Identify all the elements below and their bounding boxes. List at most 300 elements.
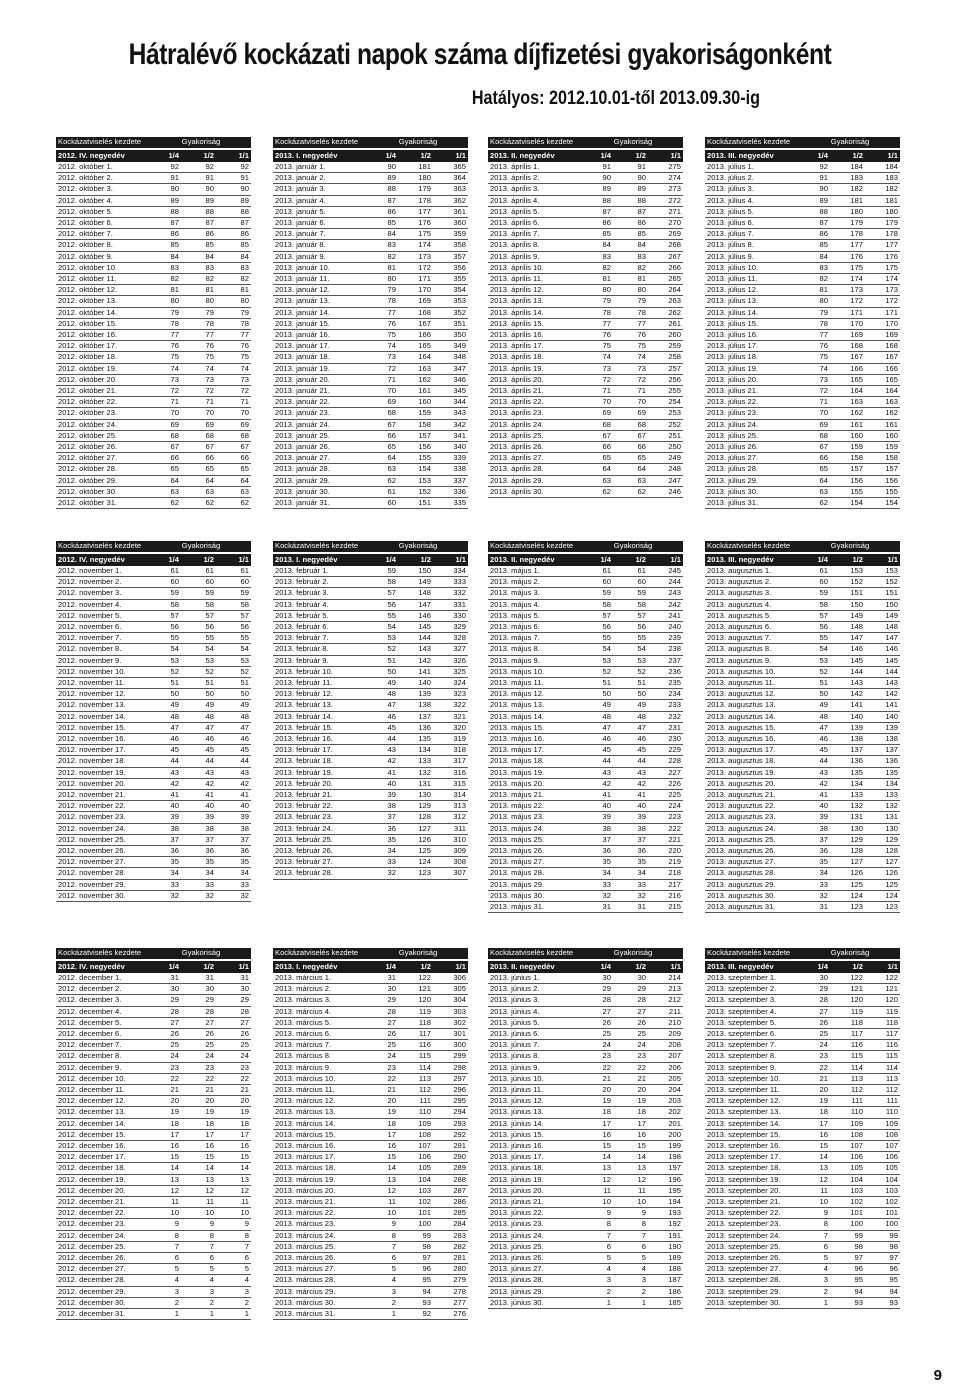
quarterly-days-cell: 49	[151, 700, 181, 711]
annual-days-cell: 90	[216, 184, 251, 195]
date-cell: 2013. január 26.	[273, 442, 368, 453]
semiannual-days-cell: 125	[830, 879, 865, 890]
table-row	[273, 599, 468, 610]
annual-days-cell: 27	[216, 1017, 251, 1028]
quarterly-days-cell: 68	[800, 430, 830, 441]
annual-days-cell: 107	[865, 1141, 900, 1152]
header-start-label: Kockázatviselés kezdete	[705, 137, 800, 149]
table-row	[705, 655, 900, 666]
annual-days-cell: 175	[865, 262, 900, 273]
table-row	[705, 767, 900, 778]
annual-days-cell: 356	[433, 262, 468, 273]
date-cell: 2013. szeptember 16.	[705, 1141, 800, 1152]
table-row	[488, 1085, 683, 1096]
semiannual-days-cell: 168	[398, 307, 433, 318]
annual-days-cell: 185	[648, 1297, 683, 1308]
semiannual-days-cell: 79	[613, 296, 648, 307]
table-row	[56, 633, 251, 644]
table-row	[705, 1197, 900, 1208]
table-row	[273, 1163, 468, 1174]
semiannual-days-cell: 173	[830, 285, 865, 296]
date-cell: 2013. február 14.	[273, 711, 368, 722]
table-row	[488, 419, 683, 430]
quarterly-days-cell: 44	[583, 756, 613, 767]
quarterly-days-cell: 66	[151, 453, 181, 464]
annual-days-cell: 29	[216, 995, 251, 1006]
semiannual-days-cell: 96	[830, 1264, 865, 1275]
semiannual-days-cell: 108	[398, 1129, 433, 1140]
semiannual-days-cell: 24	[613, 1040, 648, 1051]
date-cell: 2012. október 17.	[56, 341, 151, 352]
annual-days-cell: 260	[648, 330, 683, 341]
semiannual-days-cell: 81	[181, 285, 216, 296]
annual-days-cell: 168	[865, 341, 900, 352]
date-cell: 2013. február 1.	[273, 566, 368, 577]
quarterly-days-cell: 62	[151, 498, 181, 509]
quarterly-days-cell: 28	[368, 1006, 398, 1017]
quarterly-days-cell: 75	[800, 352, 830, 363]
quarterly-days-cell: 81	[800, 285, 830, 296]
annual-days-cell: 207	[648, 1051, 683, 1062]
table-row	[705, 790, 900, 801]
annual-days-cell: 65	[216, 464, 251, 475]
quarterly-days-cell: 18	[800, 1107, 830, 1118]
quarterly-days-cell: 61	[151, 566, 181, 577]
annual-days-cell: 85	[216, 240, 251, 251]
table-row	[273, 430, 468, 441]
annual-days-cell: 268	[648, 240, 683, 251]
semiannual-days-cell: 36	[613, 846, 648, 857]
date-cell: 2012. október 30.	[56, 486, 151, 497]
semiannual-days-cell: 125	[398, 846, 433, 857]
table-row	[488, 1219, 683, 1230]
annual-days-cell: 16	[216, 1141, 251, 1152]
quarterly-days-cell: 87	[800, 218, 830, 229]
quarterly-days-cell: 20	[368, 1096, 398, 1107]
quarterly-days-cell: 60	[368, 498, 398, 509]
table-row	[705, 1163, 900, 1174]
table-row	[705, 1062, 900, 1073]
date-cell: 2012. november 21.	[56, 790, 151, 801]
semiannual-days-cell: 8	[613, 1219, 648, 1230]
table-row	[273, 1141, 468, 1152]
annual-days-cell: 111	[865, 1096, 900, 1107]
quarterly-days-cell: 52	[583, 666, 613, 677]
semiannual-days-cell: 133	[830, 790, 865, 801]
table-row	[56, 890, 251, 901]
date-cell: 2012. december 7.	[56, 1040, 151, 1051]
date-cell: 2013. március 23.	[273, 1219, 368, 1230]
quarterly-days-cell: 72	[800, 386, 830, 397]
header-frequency-label: Gyakoriság	[800, 948, 900, 960]
date-cell: 2012. október 7.	[56, 229, 151, 240]
annual-days-cell: 270	[648, 218, 683, 229]
quarterly-days-cell: 38	[583, 823, 613, 834]
annual-days-cell: 139	[865, 722, 900, 733]
annual-days-cell: 5	[216, 1264, 251, 1275]
date-cell: 2013. május 10.	[488, 666, 583, 677]
date-cell: 2013. augusztus 30.	[705, 890, 800, 901]
quarterly-days-cell: 21	[583, 1073, 613, 1084]
date-cell: 2013. augusztus 6.	[705, 622, 800, 633]
semiannual-days-cell: 1	[613, 1297, 648, 1308]
semiannual-days-cell: 37	[181, 834, 216, 845]
semiannual-days-cell: 82	[613, 262, 648, 273]
semiannual-days-cell: 95	[830, 1275, 865, 1286]
date-cell: 2013. március 12.	[273, 1096, 368, 1107]
semiannual-days-cell: 157	[830, 464, 865, 475]
table-row	[705, 363, 900, 374]
table-row	[56, 1309, 251, 1320]
date-cell: 2013. június 23.	[488, 1219, 583, 1230]
header-start-label: Kockázatviselés kezdete	[273, 137, 368, 149]
quarterly-days-cell: 27	[151, 1017, 181, 1028]
date-cell: 2013. szeptember 21.	[705, 1197, 800, 1208]
quarterly-days-cell: 9	[583, 1208, 613, 1219]
annual-days-cell: 163	[865, 397, 900, 408]
date-cell: 2013. február 13.	[273, 700, 368, 711]
table-row	[56, 655, 251, 666]
semiannual-days-cell: 8	[181, 1230, 216, 1241]
semiannual-days-cell: 92	[398, 1309, 433, 1320]
date-cell: 2012. december 31.	[56, 1309, 151, 1320]
table-row	[273, 318, 468, 329]
annual-days-cell: 254	[648, 397, 683, 408]
quarterly-days-cell: 51	[800, 678, 830, 689]
semiannual-days-cell: 181	[398, 162, 433, 173]
semiannual-days-cell: 71	[181, 397, 216, 408]
date-cell: 2013. augusztus 15.	[705, 722, 800, 733]
date-cell: 2013. január 28.	[273, 464, 368, 475]
table-row	[705, 486, 900, 497]
annual-days-cell: 259	[648, 341, 683, 352]
annual-days-cell: 362	[433, 195, 468, 206]
header-semiannual: 1/2	[830, 149, 865, 162]
table-row	[273, 995, 468, 1006]
table-row	[56, 1230, 251, 1241]
annual-days-cell: 244	[648, 577, 683, 588]
quarterly-days-cell: 86	[583, 218, 613, 229]
date-cell: 2012. november 28.	[56, 868, 151, 879]
semiannual-days-cell: 128	[398, 812, 433, 823]
date-cell: 2013. augusztus 7.	[705, 633, 800, 644]
semiannual-days-cell: 43	[181, 767, 216, 778]
table-row	[488, 1275, 683, 1286]
annual-days-cell: 128	[865, 846, 900, 857]
date-cell: 2013. február 27.	[273, 857, 368, 868]
header-annual: 1/1	[865, 149, 900, 162]
quarterly-days-cell: 31	[368, 973, 398, 984]
semiannual-days-cell: 163	[830, 397, 865, 408]
date-cell: 2013. június 3.	[488, 995, 583, 1006]
table-row	[705, 1051, 900, 1062]
annual-days-cell: 66	[216, 453, 251, 464]
date-cell: 2013. április 20.	[488, 374, 583, 385]
annual-days-cell: 304	[433, 995, 468, 1006]
semiannual-days-cell: 124	[398, 857, 433, 868]
semiannual-days-cell: 52	[613, 666, 648, 677]
annual-days-cell: 109	[865, 1118, 900, 1129]
quarterly-days-cell: 52	[151, 666, 181, 677]
table-row	[273, 262, 468, 273]
quarterly-days-cell: 60	[583, 577, 613, 588]
annual-days-cell: 158	[865, 453, 900, 464]
annual-days-cell: 132	[865, 801, 900, 812]
date-cell: 2013. június 11.	[488, 1085, 583, 1096]
table-row	[273, 1185, 468, 1196]
table-row	[705, 408, 900, 419]
annual-days-cell: 236	[648, 666, 683, 677]
quarterly-days-cell: 47	[368, 700, 398, 711]
date-cell: 2013. július 11.	[705, 274, 800, 285]
quarterly-days-cell: 48	[151, 711, 181, 722]
date-cell: 2013. március 28.	[273, 1275, 368, 1286]
annual-days-cell: 217	[648, 879, 683, 890]
date-cell: 2013. január 2.	[273, 173, 368, 184]
table-row	[56, 984, 251, 995]
header-frequency-label: Gyakoriság	[368, 541, 468, 553]
date-cell: 2013. augusztus 29.	[705, 879, 800, 890]
semiannual-days-cell: 37	[613, 834, 648, 845]
annual-days-cell: 309	[433, 846, 468, 857]
date-cell: 2012. október 20.	[56, 374, 151, 385]
semiannual-days-cell: 148	[398, 588, 433, 599]
date-cell: 2012. december 28.	[56, 1275, 151, 1286]
quarterly-days-cell: 31	[151, 973, 181, 984]
quarterly-days-cell: 79	[368, 285, 398, 296]
date-cell: 2013. április 7.	[488, 229, 583, 240]
date-cell: 2013. augusztus 10.	[705, 666, 800, 677]
semiannual-days-cell: 152	[398, 486, 433, 497]
semiannual-days-cell: 175	[830, 262, 865, 273]
annual-days-cell: 118	[865, 1017, 900, 1028]
semiannual-days-cell: 137	[830, 745, 865, 756]
annual-days-cell: 43	[216, 767, 251, 778]
quarterly-days-cell: 46	[583, 734, 613, 745]
date-cell: 2013. március 2.	[273, 984, 368, 995]
annual-days-cell: 42	[216, 778, 251, 789]
annual-days-cell: 301	[433, 1029, 468, 1040]
date-cell: 2013. március 22.	[273, 1208, 368, 1219]
quarterly-days-cell: 76	[800, 341, 830, 352]
annual-days-cell: 154	[865, 498, 900, 509]
quarterly-days-cell: 55	[583, 633, 613, 644]
annual-days-cell: 96	[865, 1264, 900, 1275]
table-row	[705, 1029, 900, 1040]
table-row	[56, 486, 251, 497]
date-cell: 2013. szeptember 29.	[705, 1286, 800, 1297]
date-cell: 2013. április 14.	[488, 307, 583, 318]
semiannual-days-cell: 44	[181, 756, 216, 767]
annual-days-cell: 297	[433, 1073, 468, 1084]
semiannual-days-cell: 104	[830, 1174, 865, 1185]
quarterly-days-cell: 67	[368, 419, 398, 430]
annual-days-cell: 123	[865, 902, 900, 913]
quarterly-days-cell: 48	[368, 689, 398, 700]
semiannual-days-cell: 50	[181, 689, 216, 700]
quarterly-days-cell: 65	[800, 464, 830, 475]
date-cell: 2013. július 20.	[705, 374, 800, 385]
annual-days-cell: 94	[865, 1286, 900, 1297]
annual-days-cell: 211	[648, 1006, 683, 1017]
annual-days-cell: 277	[433, 1297, 468, 1308]
semiannual-days-cell: 137	[398, 711, 433, 722]
annual-days-cell: 81	[216, 285, 251, 296]
table-row	[488, 1185, 683, 1196]
quarterly-days-cell: 73	[151, 374, 181, 385]
date-cell: 2013. július 1.	[705, 162, 800, 173]
semiannual-days-cell: 130	[398, 790, 433, 801]
table-row	[56, 1017, 251, 1028]
table-row	[56, 644, 251, 655]
date-cell: 2013. február 21.	[273, 790, 368, 801]
date-cell: 2013. április 29.	[488, 475, 583, 486]
annual-days-cell: 232	[648, 711, 683, 722]
annual-days-cell: 317	[433, 756, 468, 767]
header-start-label: Kockázatviselés kezdete	[273, 541, 368, 553]
date-cell: 2013. május 4.	[488, 599, 583, 610]
date-cell: 2013. szeptember 20.	[705, 1185, 800, 1196]
semiannual-days-cell: 32	[181, 890, 216, 901]
semiannual-days-cell: 170	[398, 285, 433, 296]
annual-days-cell: 114	[865, 1062, 900, 1073]
semiannual-days-cell: 15	[181, 1152, 216, 1163]
date-cell: 2013. február 26.	[273, 846, 368, 857]
annual-days-cell: 133	[865, 790, 900, 801]
date-cell: 2013. január 21.	[273, 386, 368, 397]
table-row	[705, 307, 900, 318]
table-row	[273, 790, 468, 801]
header-frequency-label: Gyakoriság	[368, 137, 468, 149]
table-row	[705, 588, 900, 599]
date-cell: 2013. szeptember 9.	[705, 1062, 800, 1073]
table-row	[488, 206, 683, 217]
date-cell: 2013. április 13.	[488, 296, 583, 307]
annual-days-cell: 33	[216, 879, 251, 890]
semiannual-days-cell: 164	[398, 352, 433, 363]
quarterly-days-cell: 69	[368, 397, 398, 408]
semiannual-days-cell: 83	[613, 251, 648, 262]
date-cell: 2013. szeptember 24.	[705, 1230, 800, 1241]
quarterly-days-cell: 29	[800, 984, 830, 995]
date-cell: 2012. december 25.	[56, 1241, 151, 1252]
semiannual-days-cell: 24	[181, 1051, 216, 1062]
quarterly-days-cell: 34	[368, 846, 398, 857]
semiannual-days-cell: 54	[181, 644, 216, 655]
date-cell: 2012. november 23.	[56, 812, 151, 823]
annual-days-cell: 104	[865, 1174, 900, 1185]
annual-days-cell: 274	[648, 173, 683, 184]
header-quarter-label: 2013. III. negyedév	[705, 960, 800, 973]
annual-days-cell: 316	[433, 767, 468, 778]
quarterly-days-cell: 6	[583, 1241, 613, 1252]
semiannual-days-cell: 97	[398, 1253, 433, 1264]
annual-days-cell: 246	[648, 486, 683, 497]
date-cell: 2013. július 29.	[705, 475, 800, 486]
quarterly-days-cell: 75	[368, 330, 398, 341]
quarterly-days-cell: 25	[583, 1029, 613, 1040]
quarterly-days-cell: 23	[800, 1051, 830, 1062]
header-annual: 1/1	[648, 960, 683, 973]
date-cell: 2013. május 20.	[488, 778, 583, 789]
annual-days-cell: 148	[865, 622, 900, 633]
date-cell: 2013. június 27.	[488, 1264, 583, 1275]
table-row	[56, 419, 251, 430]
date-cell: 2013. június 1.	[488, 973, 583, 984]
table-row	[56, 879, 251, 890]
annual-days-cell: 180	[865, 206, 900, 217]
quarterly-days-cell: 34	[151, 868, 181, 879]
table-row	[705, 1264, 900, 1275]
table-row	[56, 790, 251, 801]
quarterly-days-cell: 45	[583, 745, 613, 756]
semiannual-days-cell: 87	[613, 206, 648, 217]
semiannual-days-cell: 149	[830, 610, 865, 621]
quarterly-days-cell: 38	[368, 801, 398, 812]
semiannual-days-cell: 49	[613, 700, 648, 711]
annual-days-cell: 272	[648, 195, 683, 206]
date-cell: 2013. január 11.	[273, 274, 368, 285]
semiannual-days-cell: 98	[398, 1241, 433, 1252]
quarterly-days-cell: 59	[800, 588, 830, 599]
annual-days-cell: 275	[648, 162, 683, 173]
header-quarterly: 1/4	[368, 960, 398, 973]
semiannual-days-cell: 95	[398, 1275, 433, 1286]
annual-days-cell: 333	[433, 577, 468, 588]
quarterly-days-cell: 84	[368, 229, 398, 240]
annual-days-cell: 122	[865, 973, 900, 984]
header-semiannual: 1/2	[398, 960, 433, 973]
date-cell: 2013. március 9.	[273, 1062, 368, 1073]
semiannual-days-cell: 86	[613, 218, 648, 229]
table-row	[56, 1073, 251, 1084]
table-row	[488, 296, 683, 307]
date-cell: 2013. január 13.	[273, 296, 368, 307]
annual-days-cell: 110	[865, 1107, 900, 1118]
semiannual-days-cell: 161	[398, 386, 433, 397]
quarterly-days-cell: 87	[151, 218, 181, 229]
semiannual-days-cell: 23	[613, 1051, 648, 1062]
quarterly-days-cell: 80	[583, 285, 613, 296]
semiannual-days-cell: 120	[830, 995, 865, 1006]
annual-days-cell: 322	[433, 700, 468, 711]
annual-days-cell: 78	[216, 318, 251, 329]
annual-days-cell: 221	[648, 834, 683, 845]
date-cell: 2013. január 23.	[273, 408, 368, 419]
quarterly-days-cell: 70	[800, 408, 830, 419]
date-cell: 2013. június 8.	[488, 1051, 583, 1062]
annual-days-cell: 59	[216, 588, 251, 599]
annual-days-cell: 287	[433, 1185, 468, 1196]
annual-days-cell: 30	[216, 984, 251, 995]
quarterly-days-cell: 69	[583, 408, 613, 419]
table-row	[273, 229, 468, 240]
semiannual-days-cell: 9	[613, 1208, 648, 1219]
annual-days-cell: 234	[648, 689, 683, 700]
quarterly-days-cell: 57	[368, 588, 398, 599]
table-row	[56, 1174, 251, 1185]
date-cell: 2013. február 22.	[273, 801, 368, 812]
table-row	[273, 778, 468, 789]
date-cell: 2013. augusztus 23.	[705, 812, 800, 823]
annual-days-cell: 24	[216, 1051, 251, 1062]
date-cell: 2012. november 4.	[56, 599, 151, 610]
header-quarter-label: 2013. I. negyedév	[273, 149, 368, 162]
header-frequency-label: Gyakoriság	[151, 137, 251, 149]
table-row	[56, 206, 251, 217]
date-cell: 2013. március 10.	[273, 1073, 368, 1084]
table-row	[273, 419, 468, 430]
